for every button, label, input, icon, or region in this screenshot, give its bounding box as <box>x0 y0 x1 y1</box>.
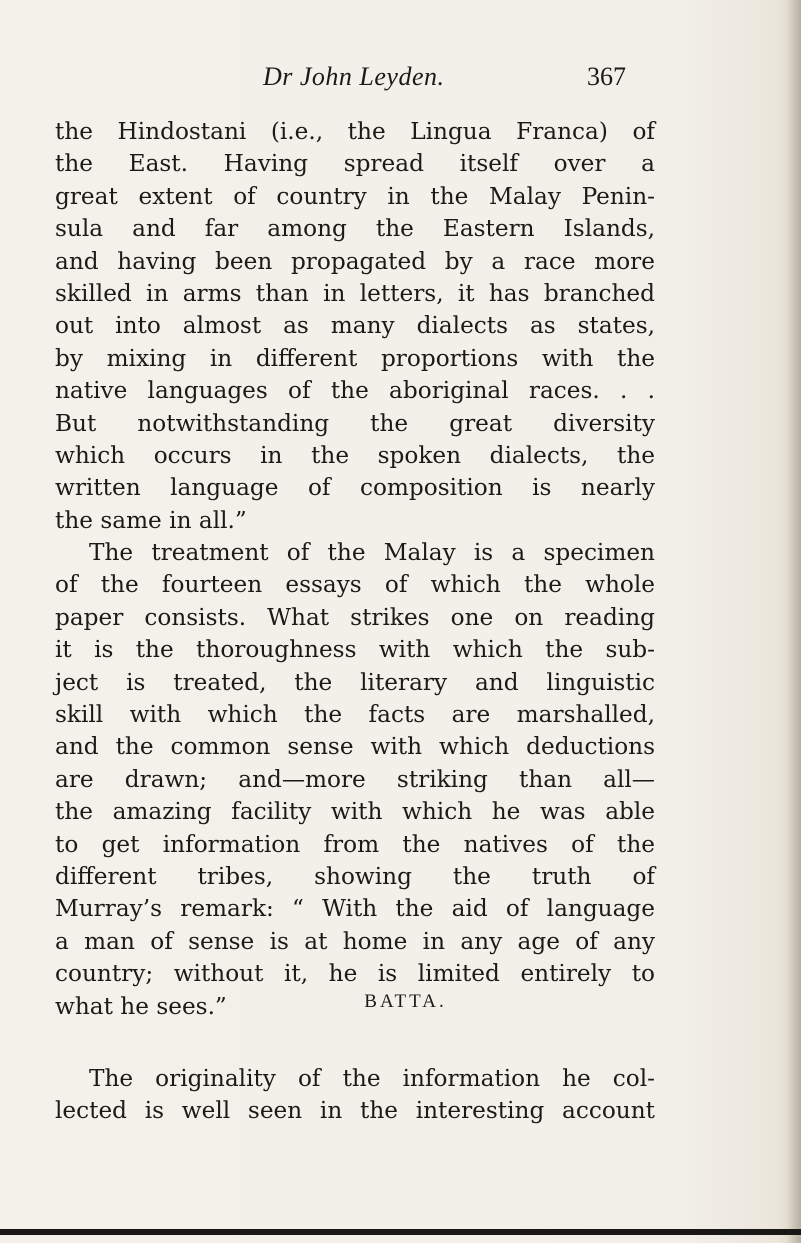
text-line: which occurs in the spoken dialects, the <box>55 441 655 469</box>
bottom-rule <box>0 1229 801 1235</box>
body-text <box>55 116 655 1023</box>
text-line: lected is well seen in the interesting account <box>55 1097 655 1125</box>
text-line: out into almost as many dialects as states, <box>55 312 655 340</box>
text-line: country; without it, he is limited entirely to <box>55 960 655 988</box>
text-line: the Hindostani (i.e., the Lingua Franca) of <box>55 118 655 145</box>
text-line: by mixing in different proportions with the <box>55 344 655 372</box>
running-head: Dr John Leyden. <box>263 62 445 91</box>
text-line: a man of sense is at home in any age of any <box>55 927 655 955</box>
text-line: The treatment of the Malay is a specimen <box>89 539 655 567</box>
text-line: to get information from the natives of the <box>55 830 655 858</box>
section-paragraph <box>55 1063 655 1128</box>
text-line: But notwithstanding the great diversity <box>55 409 655 437</box>
paragraph-1 <box>55 116 655 537</box>
section-heading: BATTA. <box>364 991 447 1012</box>
text-line: native languages of the aboriginal races. . . <box>55 377 655 405</box>
text-line: different tribes, showing the truth of <box>55 862 655 890</box>
text-line: The originality of the information he col- <box>89 1065 655 1092</box>
text-line: written language of composition is nearly <box>55 474 655 502</box>
text-line: paper consists. What strikes one on reading <box>55 603 655 631</box>
text-line: great extent of country in the Malay Penin- <box>55 182 655 210</box>
text-line: skill with which the facts are marshalled, <box>55 701 655 729</box>
text-line: the amazing facility with which he was able <box>55 798 655 826</box>
text-line: the East. Having spread itself over a <box>55 150 655 178</box>
paragraph-2 <box>55 537 655 1023</box>
text-line: it is the thoroughness with which the sub- <box>55 636 655 664</box>
page-header <box>0 62 801 102</box>
text-line: the same in all.” <box>55 506 247 534</box>
text-line: skilled in arms than in letters, it has branched <box>55 279 655 307</box>
page-edge-shadow <box>787 0 801 1243</box>
text-line: Murray’s remark: “ With the aid of language <box>55 895 655 923</box>
text-line: and the common sense with which deductions <box>55 733 655 761</box>
text-line: and having been propagated by a race more <box>55 247 655 275</box>
text-line: ject is treated, the literary and linguistic <box>55 668 655 696</box>
text-line: sula and far among the Eastern Islands, <box>55 215 655 243</box>
text-line: are drawn; and—more striking than all— <box>55 765 655 793</box>
text-line: of the fourteen essays of which the whole <box>55 571 655 599</box>
text-line: what he sees.” <box>55 992 227 1020</box>
page-number: 367 <box>587 62 626 91</box>
